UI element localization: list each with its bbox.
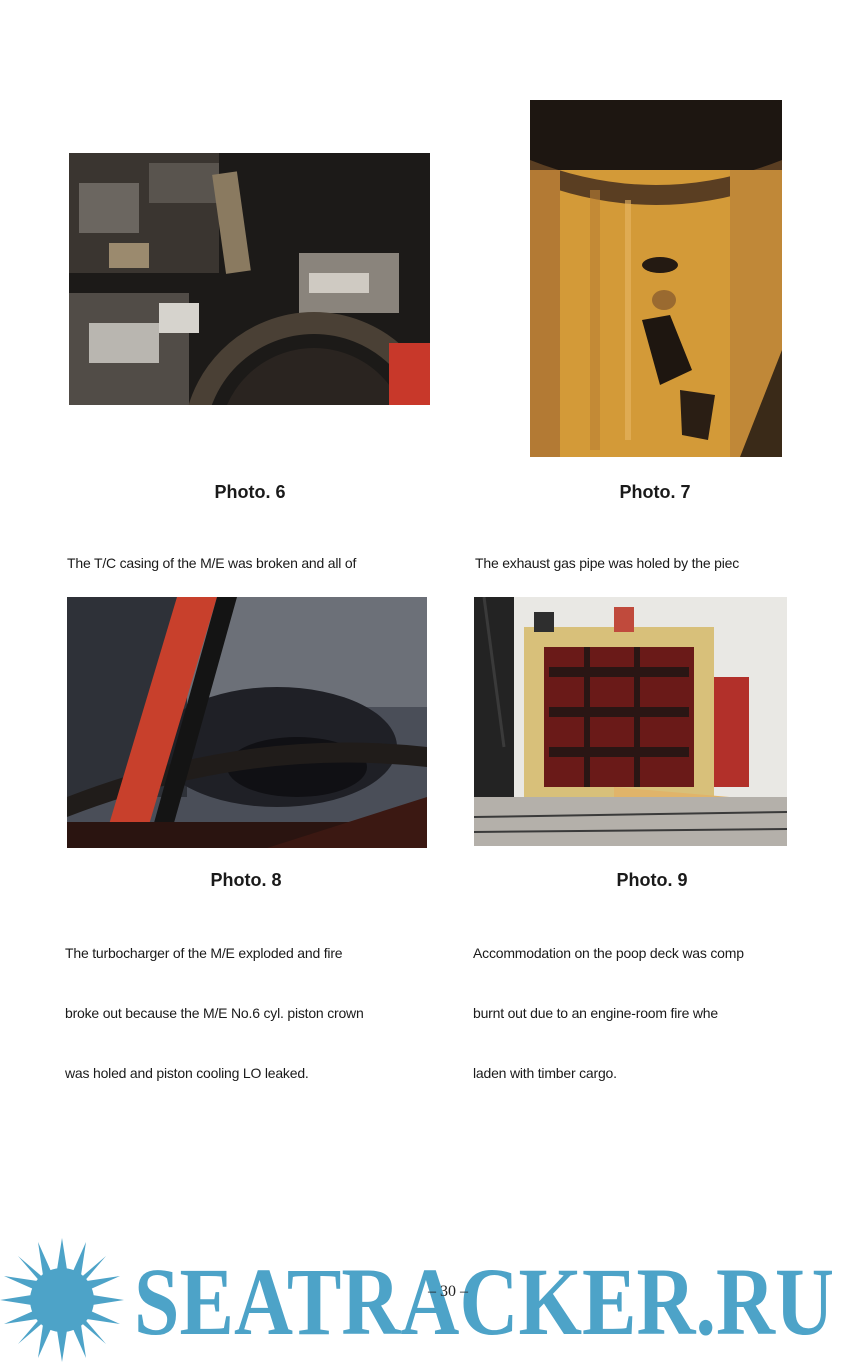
caption-line: broke out because the M/E No.6 cyl. piston crown bbox=[65, 1005, 364, 1021]
caption-line: The turbocharger of the M/E exploded and fire bbox=[65, 945, 343, 961]
sun-logo-icon bbox=[0, 1238, 124, 1362]
caption-line: burnt out due to an engine-room fire whe bbox=[473, 1005, 718, 1021]
page-number: – 30 – bbox=[428, 1283, 468, 1300]
photo-6-image bbox=[69, 153, 430, 405]
photo-8-caption bbox=[65, 903, 435, 1103]
svg-text:SEATRACKER.RU: SEATRACKER.RU bbox=[134, 1256, 834, 1346]
caption-line: laden with timber cargo. bbox=[473, 1065, 617, 1081]
photo-9-image bbox=[474, 597, 787, 846]
photo-8-title: Photo. 8 bbox=[210, 870, 282, 890]
photo-7-image bbox=[530, 100, 782, 457]
caption-line: was holed and piston cooling LO leaked. bbox=[65, 1065, 309, 1081]
photo-6-title: Photo. 6 bbox=[214, 482, 286, 502]
watermark-text bbox=[128, 1256, 840, 1346]
photo-9-title: Photo. 9 bbox=[616, 870, 688, 890]
caption-line: Accommodation on the poop deck was comp bbox=[473, 945, 744, 961]
photo-7-title: Photo. 7 bbox=[619, 482, 691, 502]
caption-line: The exhaust gas pipe was holed by the piec bbox=[475, 555, 739, 571]
photo-9-caption bbox=[473, 903, 809, 1103]
caption-line: The T/C casing of the M/E was broken and all of bbox=[67, 555, 357, 571]
photo-8-image bbox=[67, 597, 427, 848]
